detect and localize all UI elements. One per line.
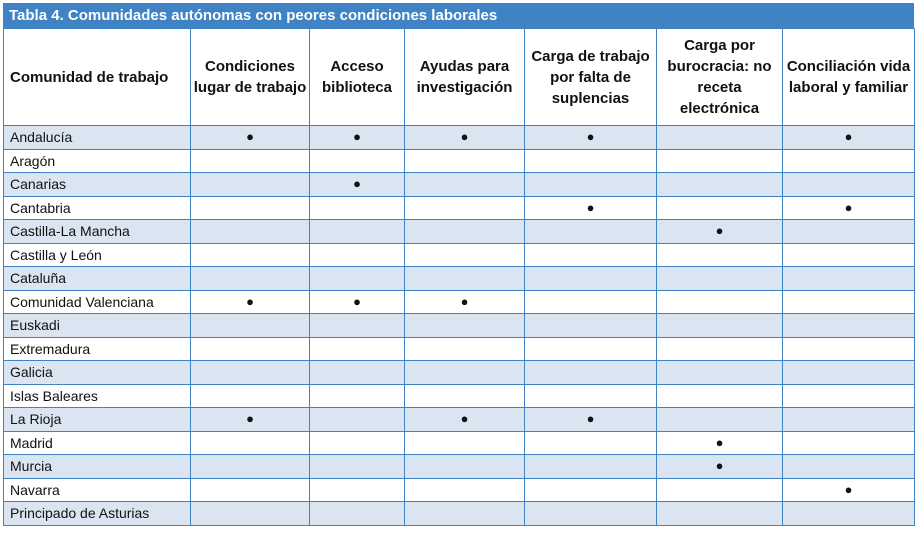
empty-cell (191, 337, 310, 361)
empty-cell (657, 196, 783, 220)
bullet-mark: ● (310, 126, 405, 150)
community-name: Galicia (4, 361, 191, 385)
empty-cell (310, 431, 405, 455)
empty-cell (525, 455, 657, 479)
bullet-mark: ● (525, 196, 657, 220)
empty-cell (405, 455, 525, 479)
table-row (4, 243, 915, 267)
empty-cell (310, 267, 405, 291)
empty-cell (525, 337, 657, 361)
empty-cell (191, 455, 310, 479)
bullet-mark: ● (191, 408, 310, 432)
empty-cell (405, 361, 525, 385)
empty-cell (405, 431, 525, 455)
empty-cell (191, 502, 310, 526)
column-header: Condiciones lugar de trabajo (191, 29, 310, 126)
table-row (4, 220, 915, 244)
bullet-mark: ● (525, 408, 657, 432)
empty-cell (525, 478, 657, 502)
empty-cell (657, 502, 783, 526)
empty-cell (405, 149, 525, 173)
table-row (4, 173, 915, 197)
empty-cell (310, 408, 405, 432)
empty-cell (783, 314, 915, 338)
empty-cell (525, 502, 657, 526)
empty-cell (405, 478, 525, 502)
empty-cell (657, 314, 783, 338)
column-header: Conciliación vida laboral y familiar (783, 29, 915, 126)
empty-cell (310, 478, 405, 502)
bullet-mark: ● (191, 126, 310, 150)
empty-cell (310, 384, 405, 408)
empty-cell (310, 455, 405, 479)
empty-cell (525, 173, 657, 197)
empty-cell (657, 478, 783, 502)
table-row (4, 361, 915, 385)
table-row (4, 149, 915, 173)
empty-cell (525, 431, 657, 455)
community-name: Islas Baleares (4, 384, 191, 408)
column-header: Ayudas para investigación (405, 29, 525, 126)
empty-cell (783, 149, 915, 173)
bullet-mark: ● (525, 126, 657, 150)
empty-cell (191, 431, 310, 455)
empty-cell (405, 220, 525, 244)
bullet-mark: ● (405, 126, 525, 150)
empty-cell (783, 173, 915, 197)
empty-cell (657, 243, 783, 267)
empty-cell (405, 173, 525, 197)
empty-cell (783, 243, 915, 267)
table-row (4, 455, 915, 479)
empty-cell (310, 337, 405, 361)
table-row (4, 408, 915, 432)
empty-cell (525, 290, 657, 314)
empty-cell (191, 149, 310, 173)
empty-cell (525, 243, 657, 267)
column-header: Carga de trabajo por falta de suplencias (525, 29, 657, 126)
empty-cell (405, 267, 525, 291)
empty-cell (657, 361, 783, 385)
empty-cell (191, 384, 310, 408)
table-row (4, 267, 915, 291)
empty-cell (525, 384, 657, 408)
community-name: Principado de Asturias (4, 502, 191, 526)
empty-cell (310, 502, 405, 526)
empty-cell (783, 290, 915, 314)
empty-cell (783, 455, 915, 479)
bullet-mark: ● (657, 455, 783, 479)
empty-cell (310, 361, 405, 385)
empty-cell (310, 220, 405, 244)
table-title: Tabla 4. Comunidades autónomas con peores condiciones laborales (3, 3, 914, 28)
empty-cell (310, 149, 405, 173)
bullet-mark: ● (783, 126, 915, 150)
table-row (4, 290, 915, 314)
empty-cell (657, 149, 783, 173)
community-name: Aragón (4, 149, 191, 173)
bullet-mark: ● (405, 408, 525, 432)
empty-cell (310, 196, 405, 220)
empty-cell (191, 196, 310, 220)
community-name: Navarra (4, 478, 191, 502)
empty-cell (405, 384, 525, 408)
community-name: Cataluña (4, 267, 191, 291)
empty-cell (657, 267, 783, 291)
empty-cell (525, 267, 657, 291)
empty-cell (783, 384, 915, 408)
empty-cell (191, 267, 310, 291)
community-name: Madrid (4, 431, 191, 455)
community-name: Cantabria (4, 196, 191, 220)
empty-cell (310, 314, 405, 338)
empty-cell (405, 314, 525, 338)
bullet-mark: ● (783, 196, 915, 220)
empty-cell (191, 478, 310, 502)
table-row (4, 502, 915, 526)
bullet-mark: ● (310, 173, 405, 197)
empty-cell (310, 243, 405, 267)
empty-cell (783, 220, 915, 244)
empty-cell (191, 243, 310, 267)
empty-cell (783, 502, 915, 526)
empty-cell (525, 149, 657, 173)
table-container (3, 3, 914, 526)
community-name: Castilla-La Mancha (4, 220, 191, 244)
bullet-mark: ● (191, 290, 310, 314)
community-name: Euskadi (4, 314, 191, 338)
bullet-mark: ● (405, 290, 525, 314)
empty-cell (525, 220, 657, 244)
empty-cell (405, 502, 525, 526)
conditions-table (3, 28, 915, 526)
table-row (4, 314, 915, 338)
empty-cell (405, 337, 525, 361)
table-row (4, 126, 915, 150)
column-header: Carga por burocracia: no receta electrónica (657, 29, 783, 126)
table-body (4, 126, 915, 526)
empty-cell (657, 173, 783, 197)
empty-cell (657, 384, 783, 408)
community-name: Extremadura (4, 337, 191, 361)
table-row (4, 337, 915, 361)
community-name: Comunidad Valenciana (4, 290, 191, 314)
column-header: Comunidad de trabajo (4, 29, 191, 126)
table-row (4, 384, 915, 408)
empty-cell (191, 220, 310, 244)
community-name: Murcia (4, 455, 191, 479)
empty-cell (783, 431, 915, 455)
bullet-mark: ● (657, 220, 783, 244)
empty-cell (783, 408, 915, 432)
community-name: Andalucía (4, 126, 191, 150)
column-header: Acceso biblioteca (310, 29, 405, 126)
bullet-mark: ● (783, 478, 915, 502)
empty-cell (657, 126, 783, 150)
empty-cell (191, 173, 310, 197)
empty-cell (657, 337, 783, 361)
community-name: Canarias (4, 173, 191, 197)
empty-cell (405, 243, 525, 267)
empty-cell (525, 314, 657, 338)
empty-cell (783, 361, 915, 385)
empty-cell (525, 361, 657, 385)
community-name: La Rioja (4, 408, 191, 432)
empty-cell (657, 408, 783, 432)
community-name: Castilla y León (4, 243, 191, 267)
bullet-mark: ● (310, 290, 405, 314)
empty-cell (657, 290, 783, 314)
empty-cell (191, 361, 310, 385)
table-row (4, 478, 915, 502)
table-row (4, 431, 915, 455)
header-row (4, 29, 915, 126)
empty-cell (191, 314, 310, 338)
empty-cell (783, 337, 915, 361)
empty-cell (405, 196, 525, 220)
bullet-mark: ● (657, 431, 783, 455)
table-row (4, 196, 915, 220)
empty-cell (783, 267, 915, 291)
